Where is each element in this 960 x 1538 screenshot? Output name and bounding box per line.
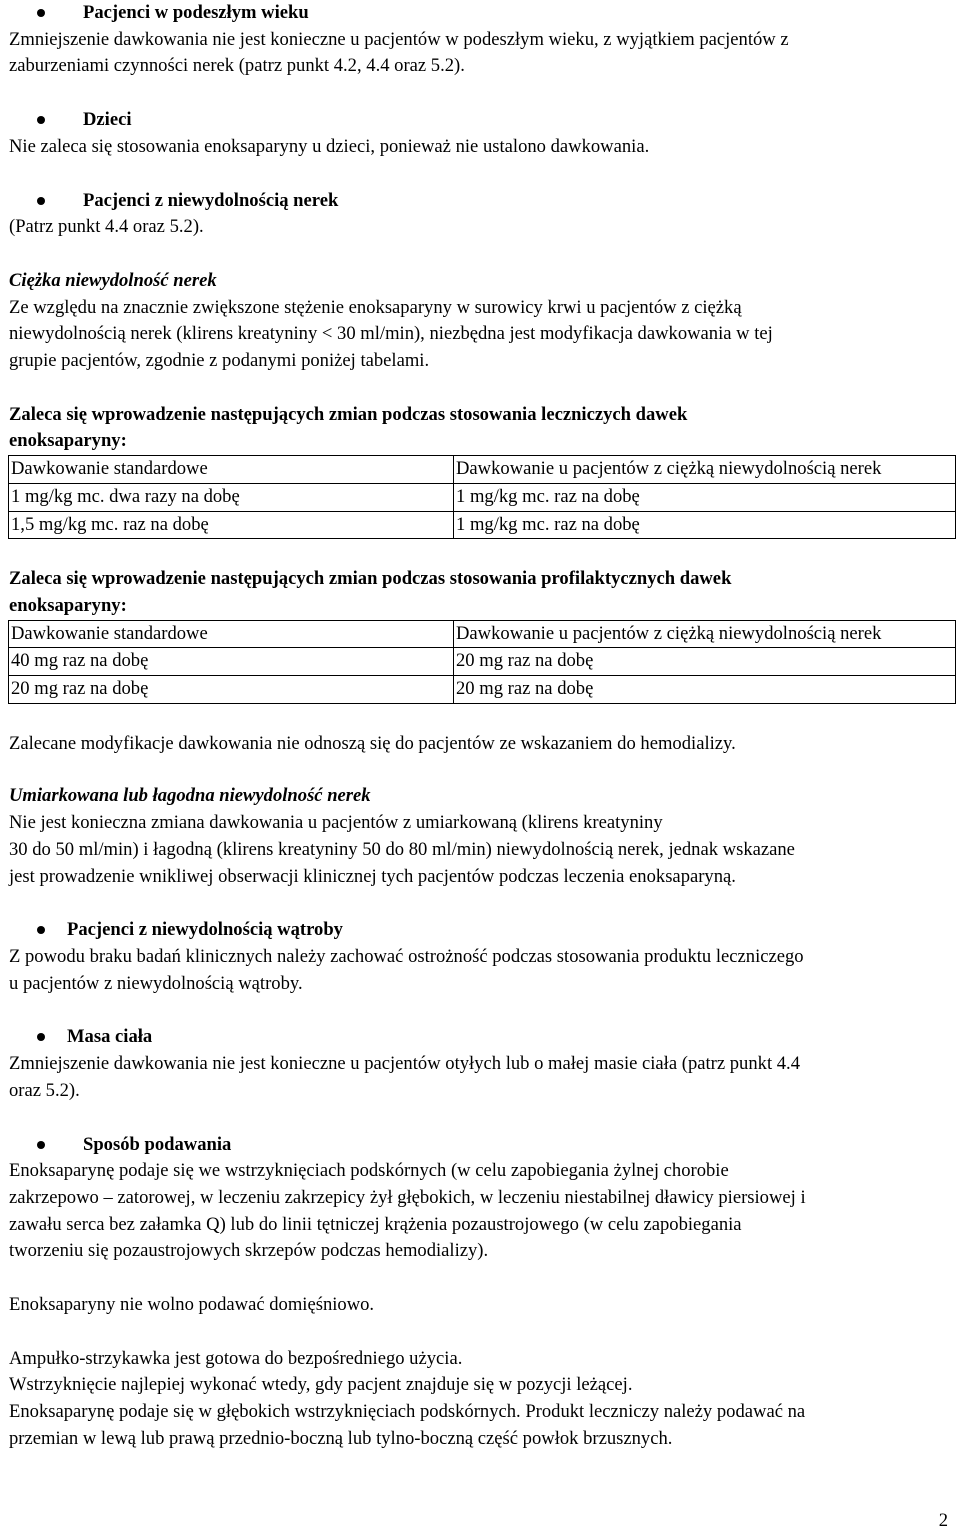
elderly-text-line: zaburzeniami czynności nerek (patrz punkt 4.2, 4.4 oraz 5.2). (9, 55, 465, 77)
hemodialysis-note: Zalecane modyfikacje dawkowania nie odnoszą się do pacjentów ze wskazaniem do hemodializy. (9, 732, 736, 754)
table-cell: 20 mg raz na dobę (454, 676, 956, 704)
final-text-line: Ampułko-strzykawka jest gotowa do bezpośredniego użycia. (9, 1347, 463, 1369)
moderate-text-line: Nie jest konieczna zmiana dawkowania u pacjentów z umiarkowaną (klirens kreatyniny (9, 812, 663, 834)
severe-text-line: Ze względu na znacznie zwiększone stężenie enoksaparyny w surowicy krwi u pacjentów z ciężką (9, 296, 742, 318)
table-header-row (9, 456, 956, 484)
severe-text-line: grupie pacjentów, zgodnie z podanymi poniżej tabelami. (9, 350, 430, 372)
intramuscular-note: Enoksaparyny nie wolno podawać domięśniowo. (9, 1294, 375, 1316)
liver-heading: Pacjenci z niewydolnością wątroby (9, 917, 949, 944)
moderate-text-line: jest prowadzenie wnikliwej obserwacji klinicznej tych pacjentów podczas leczenia enoksaparyną. (9, 865, 736, 887)
table-row (9, 483, 956, 511)
prophylactic-dose-table (8, 620, 956, 704)
page-number: 2 (938, 1510, 948, 1531)
bullet-icon (37, 116, 45, 124)
administration-heading: Sposób podawania (9, 1132, 949, 1159)
therapeutic-intro: Zaleca się wprowadzenie następujących zmian podczas stosowania leczniczych dawek (9, 403, 688, 425)
elderly-heading: Pacjenci w podeszłym wieku (9, 0, 949, 27)
table-cell: 1,5 mg/kg mc. raz na dobę (9, 511, 454, 539)
table-header-cell: Dawkowanie u pacjentów z ciężką niewydolnością nerek (454, 456, 956, 484)
table-header-row (9, 620, 956, 648)
table-row (9, 511, 956, 539)
table-cell: 40 mg raz na dobę (9, 648, 454, 676)
moderate-text-line: 30 do 50 ml/min) i łagodną (klirens kreatyniny 50 do 80 ml/min) niewydolnością nerek, jednak wskazane (9, 838, 795, 860)
therapeutic-intro: enoksaparyny: (9, 430, 127, 452)
bullet-icon (37, 197, 45, 205)
weight-heading: Masa ciała (9, 1024, 949, 1051)
table-cell: 1 mg/kg mc. raz na dobę (454, 483, 956, 511)
children-heading: Dzieci (9, 107, 949, 134)
table-cell: 1 mg/kg mc. raz na dobę (454, 511, 956, 539)
table-header-cell: Dawkowanie standardowe (9, 456, 454, 484)
administration-text-line: zakrzepowo – zatorowej, w leczeniu zakrzepicy żył głębokich, w leczeniu niestabilnej dławicy piersiowej i (9, 1186, 806, 1208)
liver-text-line: u pacjentów z niewydolnością wątroby. (9, 972, 303, 994)
liver-text-line: Z powodu braku badań klinicznych należy zachować ostrożność podczas stosowania produktu leczniczego (9, 945, 804, 967)
renal-heading: Pacjenci z niewydolnością nerek (9, 188, 949, 215)
bullet-icon (37, 1141, 45, 1149)
table-cell: 1 mg/kg mc. dwa razy na dobę (9, 483, 454, 511)
elderly-text-line: Zmniejszenie dawkowania nie jest konieczne u pacjentów w podeszłym wieku, z wyjątkiem pacjentów z (9, 28, 789, 50)
moderate-renal-heading: Umiarkowana lub łagodna niewydolność nerek (9, 785, 371, 807)
table-cell: 20 mg raz na dobę (454, 648, 956, 676)
severe-text-line: niewydolnością nerek (klirens kreatyniny < 30 ml/min), niezbędna jest modyfikacja dawkowania w tej (9, 323, 773, 345)
table-header-cell: Dawkowanie u pacjentów z ciężką niewydolnością nerek (454, 620, 956, 648)
weight-text-line: oraz 5.2). (9, 1079, 80, 1101)
table-row (9, 676, 956, 704)
prophylactic-intro: Zaleca się wprowadzenie następujących zmian podczas stosowania profilaktycznych dawek (9, 568, 732, 590)
table-cell: 20 mg raz na dobę (9, 676, 454, 704)
administration-text-line: zawału serca bez załamka Q) lub do linii tętniczej krążenia pozaustrojowego (w celu zapobiegania (9, 1213, 742, 1235)
document-page (9, 0, 949, 1453)
prophylactic-intro: enoksaparyny: (9, 594, 127, 616)
final-text-line: Wstrzyknięcie najlepiej wykonać wtedy, gdy pacjent znajduje się w pozycji leżącej. (9, 1374, 633, 1396)
table-row (9, 648, 956, 676)
administration-text-line: tworzeniu się pozaustrojowych skrzepów podczas hemodializy). (9, 1240, 489, 1262)
children-text-line: Nie zaleca się stosowania enoksaparyny u dzieci, ponieważ nie ustalono dawkowania. (9, 135, 650, 157)
administration-text-line: Enoksaparynę podaje się we wstrzyknięciach podskórnych (w celu zapobiegania żylnej chorobie (9, 1160, 729, 1182)
severe-renal-heading: Ciężka niewydolność nerek (9, 269, 217, 291)
bullet-icon (37, 9, 45, 17)
table-header-cell: Dawkowanie standardowe (9, 620, 454, 648)
therapeutic-dose-table (8, 455, 956, 539)
bullet-icon (37, 1033, 45, 1041)
renal-text-line: (Patrz punkt 4.4 oraz 5.2). (9, 216, 204, 238)
bullet-icon (37, 926, 45, 934)
weight-text-line: Zmniejszenie dawkowania nie jest konieczne u pacjentów otyłych lub o małej masie ciała (patrz punkt 4.4 (9, 1053, 800, 1075)
final-text-line: przemian w lewą lub prawą przednio-boczną lub tylno-boczną część powłok brzusznych. (9, 1427, 673, 1449)
final-text-line: Enoksaparynę podaje się w głębokich wstrzyknięciach podskórnych. Produkt leczniczy należy podawać na (9, 1401, 806, 1423)
